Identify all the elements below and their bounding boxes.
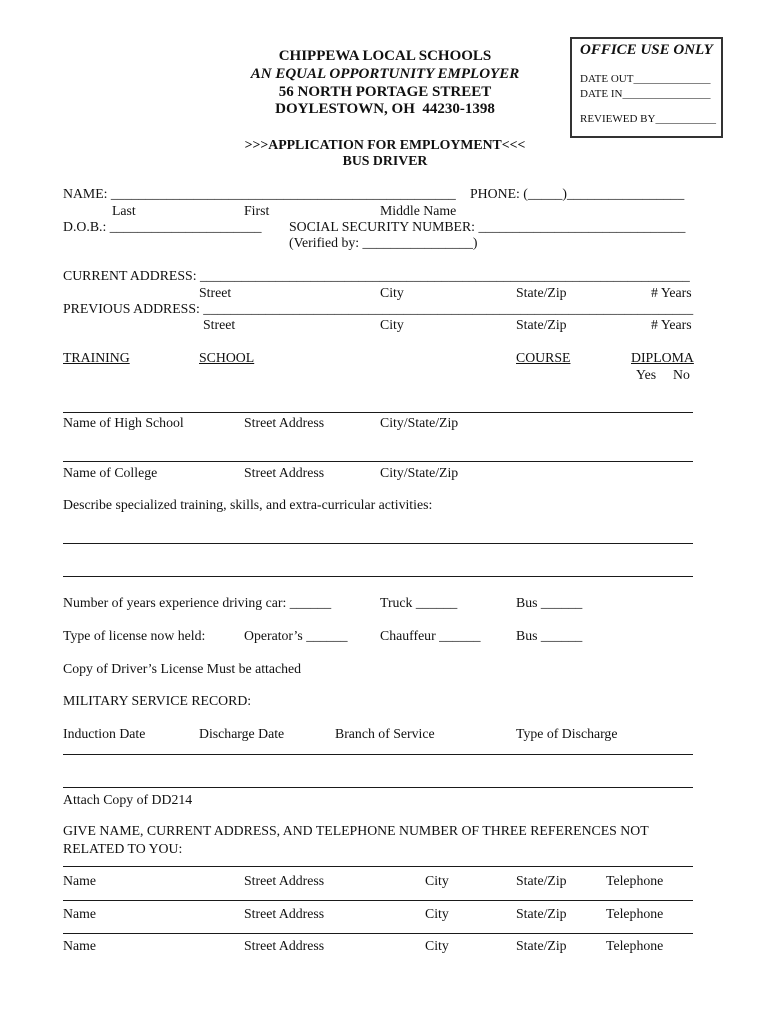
- blank-line: [63, 866, 693, 867]
- license-copy-note: Copy of Driver’s License Must be attached: [63, 661, 302, 676]
- license-operator-field: Operator’s ______: [244, 628, 348, 643]
- verified-by-field: (Verified by: ________________): [289, 235, 478, 250]
- date-out-field: DATE OUT______________: [580, 73, 711, 85]
- current-address-statezip-label: State/Zip: [516, 285, 567, 300]
- course-header: COURSE: [516, 350, 571, 365]
- type-of-discharge-label: Type of Discharge: [516, 726, 618, 741]
- previous-address-statezip-label: State/Zip: [516, 317, 567, 332]
- position-title: BUS DRIVER: [342, 153, 428, 168]
- previous-address-city-label: City: [380, 317, 404, 332]
- references-heading-line2: RELATED TO YOU:: [63, 841, 183, 856]
- organization-name: CHIPPEWA LOCAL SCHOOLS: [278, 48, 492, 64]
- experience-car-field: Number of years experience driving car: ______: [63, 595, 332, 610]
- previous-address-street-label: Street: [203, 317, 236, 332]
- blank-line: [63, 787, 693, 788]
- name-part-first: First: [244, 203, 270, 218]
- diploma-header: DIPLOMA: [631, 350, 694, 365]
- training-header: TRAINING: [63, 350, 130, 365]
- reference-3-city-label: City: [425, 938, 449, 953]
- specialized-training-prompt: Describe specialized training, skills, and extra-curricular activities:: [63, 497, 433, 512]
- reviewed-by-field: REVIEWED BY___________: [580, 113, 716, 125]
- reference-1-name-label: Name: [63, 873, 96, 888]
- phone-field: PHONE: (_____)_________________: [470, 186, 685, 201]
- college-name-label: Name of College: [63, 465, 158, 480]
- blank-line: [63, 754, 693, 755]
- blank-line: [63, 576, 693, 577]
- high-school-name-label: Name of High School: [63, 415, 184, 430]
- college-street-label: Street Address: [244, 465, 325, 480]
- office-use-box: [570, 37, 723, 138]
- office-use-title: OFFICE USE ONLY: [580, 42, 713, 58]
- date-in-field: DATE IN________________: [580, 88, 711, 100]
- reference-1-telephone-label: Telephone: [606, 873, 664, 888]
- reference-2-city-label: City: [425, 906, 449, 921]
- form-title: >>>APPLICATION FOR EMPLOYMENT<<<: [244, 137, 526, 152]
- induction-date-label: Induction Date: [63, 726, 146, 741]
- current-address-years-label: # Years: [651, 285, 692, 300]
- high-school-street-label: Street Address: [244, 415, 325, 430]
- current-address-field: CURRENT ADDRESS: _______________________________________________________________________: [63, 268, 690, 283]
- previous-address-years-label: # Years: [651, 317, 692, 332]
- reference-2-telephone-label: Telephone: [606, 906, 664, 921]
- reference-1-city-label: City: [425, 873, 449, 888]
- name-field: NAME: __________________________________________________: [63, 186, 456, 201]
- reference-3-street-label: Street Address: [244, 938, 325, 953]
- diploma-no-label: No: [673, 367, 690, 382]
- blank-line: [63, 933, 693, 934]
- diploma-yes-label: Yes: [636, 367, 657, 382]
- blank-line: [63, 900, 693, 901]
- experience-bus-field: Bus ______: [516, 595, 583, 610]
- name-part-middle: Middle Name: [380, 203, 457, 218]
- school-header: SCHOOL: [199, 350, 255, 365]
- dob-field: D.O.B.: ______________________: [63, 219, 262, 234]
- current-address-city-label: City: [380, 285, 404, 300]
- city-state-zip: DOYLESTOWN, OH 44230-1398: [275, 101, 495, 117]
- reference-1-statezip-label: State/Zip: [516, 873, 567, 888]
- military-heading: MILITARY SERVICE RECORD:: [63, 693, 252, 708]
- reference-2-name-label: Name: [63, 906, 96, 921]
- reference-3-statezip-label: State/Zip: [516, 938, 567, 953]
- branch-of-service-label: Branch of Service: [335, 726, 435, 741]
- license-bus-field: Bus ______: [516, 628, 583, 643]
- blank-line: [63, 461, 693, 462]
- current-address-street-label: Street: [199, 285, 232, 300]
- college-citystatezip-label: City/State/Zip: [380, 465, 459, 480]
- employer-tagline: AN EQUAL OPPORTUNITY EMPLOYER: [250, 66, 520, 82]
- references-heading-line1: GIVE NAME, CURRENT ADDRESS, AND TELEPHONE NUMBER OF THREE REFERENCES NOT: [63, 823, 649, 838]
- previous-address-field: PREVIOUS ADDRESS: _______________________________________________________________________: [63, 301, 694, 316]
- reference-1-street-label: Street Address: [244, 873, 325, 888]
- blank-line: [63, 543, 693, 544]
- license-chauffeur-field: Chauffeur ______: [380, 628, 481, 643]
- reference-3-name-label: Name: [63, 938, 96, 953]
- name-part-last: Last: [112, 203, 136, 218]
- ssn-field: SOCIAL SECURITY NUMBER: ______________________________: [289, 219, 686, 234]
- street-address: 56 NORTH PORTAGE STREET: [278, 84, 492, 100]
- discharge-date-label: Discharge Date: [199, 726, 285, 741]
- dd214-note: Attach Copy of DD214: [63, 792, 193, 807]
- reference-2-street-label: Street Address: [244, 906, 325, 921]
- experience-truck-field: Truck ______: [380, 595, 458, 610]
- license-type-label: Type of license now held:: [63, 628, 206, 643]
- reference-2-statezip-label: State/Zip: [516, 906, 567, 921]
- reference-3-telephone-label: Telephone: [606, 938, 664, 953]
- blank-line: [63, 412, 693, 413]
- high-school-citystatezip-label: City/State/Zip: [380, 415, 459, 430]
